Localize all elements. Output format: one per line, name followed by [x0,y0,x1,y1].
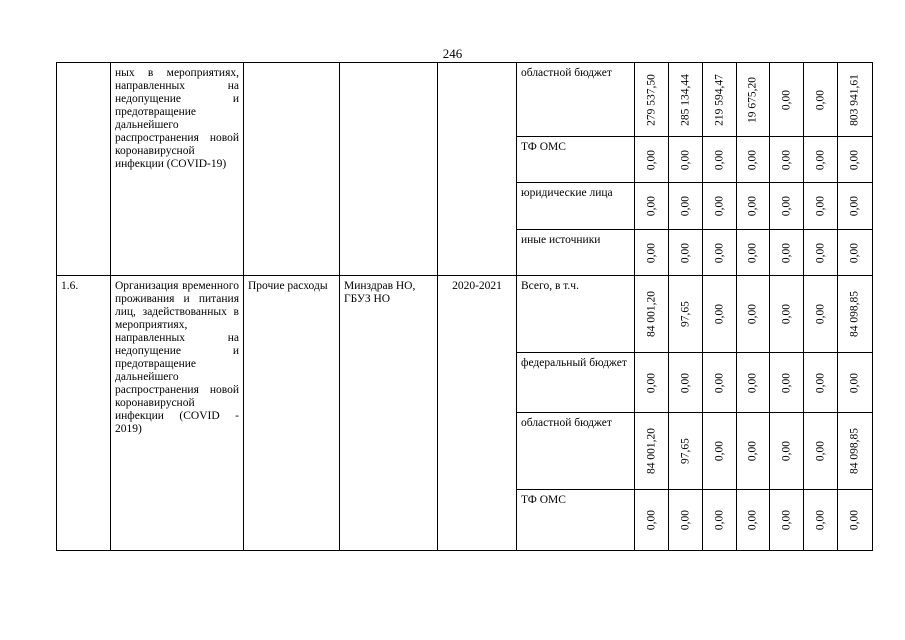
funding-source: ТФ ОМС [517,490,635,551]
value-cell: 0,00 [737,230,770,276]
item-number-cell [57,276,111,551]
value-cell: 0,00 [838,490,873,551]
value-cell: 0,00 [770,183,804,230]
value-cell: 0,00 [703,413,737,490]
value-cell: 0,00 [770,63,804,137]
value-cell: 0,00 [737,137,770,183]
value-cell: 0,00 [770,490,804,551]
value-cell: 0,00 [635,230,669,276]
value-cell: 0,00 [838,137,873,183]
value-cell: 0,00 [804,276,838,353]
value-cell: 0,00 [804,353,838,413]
funding-source: иные источники [517,230,635,276]
value-cell: 0,00 [669,137,703,183]
value-cell: 0,00 [669,230,703,276]
item-description: ных в мероприятиях, направленных на недопущение и предотвращение дальнейшего распространения новой коронавирусной инфекции (COVID-19) [115,67,239,170]
expense-type: Прочие расходы [248,280,328,292]
value-cell: 97,65 [669,276,703,353]
value-cell: 0,00 [770,413,804,490]
period-cell [438,276,517,551]
value-cell: 0,00 [804,137,838,183]
value-cell: 0,00 [770,353,804,413]
value-cell: 84 098,85 [838,276,873,353]
value-cell: 0,00 [703,137,737,183]
value-cell: 0,00 [770,276,804,353]
value-cell: 84 001,20 [635,276,669,353]
expense-type-cell [244,276,340,551]
value-cell: 0,00 [804,183,838,230]
value-cell: 0,00 [804,63,838,137]
item-description: Организация временного проживания и питания лиц, задействованных в мероприятиях, направленных на недопущение и предотвращение дальнейшего распространения новой коронавирусной инфекции (COVID - 2019) [115,280,239,435]
value-cell: 84 098,85 [838,413,873,490]
value-cell: 0,00 [669,183,703,230]
value-cell: 97,65 [669,413,703,490]
executor-cell [340,276,438,551]
item-description-cell [111,63,244,276]
period-cell [438,63,517,276]
value-cell: 0,00 [635,490,669,551]
funding-source: областной бюджет [517,63,635,137]
value-cell: 0,00 [703,490,737,551]
value-cell: 0,00 [635,353,669,413]
value-cell: 0,00 [703,276,737,353]
period: 2020-2021 [452,280,502,292]
value-cell: 0,00 [804,490,838,551]
funding-source: областной бюджет [517,413,635,490]
value-cell: 0,00 [737,490,770,551]
item-number-cell [57,63,111,276]
item-description-cell [111,276,244,551]
value-cell: 19 675,20 [737,63,770,137]
value-cell: 0,00 [703,230,737,276]
value-cell: 0,00 [838,183,873,230]
value-cell: 0,00 [635,137,669,183]
value-cell: 0,00 [838,230,873,276]
value-cell: 0,00 [737,413,770,490]
funding-source: юридические лица [517,183,635,230]
value-cell: 0,00 [703,183,737,230]
value-cell: 0,00 [669,353,703,413]
table-row [57,276,873,353]
value-cell: 0,00 [703,353,737,413]
page-number: 246 [442,46,463,61]
value-cell: 0,00 [635,183,669,230]
value-cell: 0,00 [770,230,804,276]
executor-cell [340,63,438,276]
value-cell: 0,00 [737,276,770,353]
executor: Минздрав НО, ГБУЗ НО [344,280,416,305]
value-cell: 0,00 [770,137,804,183]
value-cell: 285 134,44 [669,63,703,137]
value-cell: 279 537,50 [635,63,669,137]
funding-source: ТФ ОМС [517,137,635,183]
item-number: 1.6. [61,280,79,292]
value-cell: 0,00 [737,183,770,230]
value-cell: 0,00 [737,353,770,413]
value-cell: 803 941,61 [838,63,873,137]
budget-table [56,62,873,551]
value-cell: 0,00 [804,413,838,490]
value-cell: 219 594,47 [703,63,737,137]
value-cell: 84 001,20 [635,413,669,490]
value-cell: 0,00 [838,353,873,413]
value-cell: 0,00 [669,490,703,551]
table-row [57,63,873,137]
funding-source: федеральный бюджет [517,353,635,413]
expense-type-cell [244,63,340,276]
funding-source: Всего, в т.ч. [517,276,635,353]
value-cell: 0,00 [804,230,838,276]
